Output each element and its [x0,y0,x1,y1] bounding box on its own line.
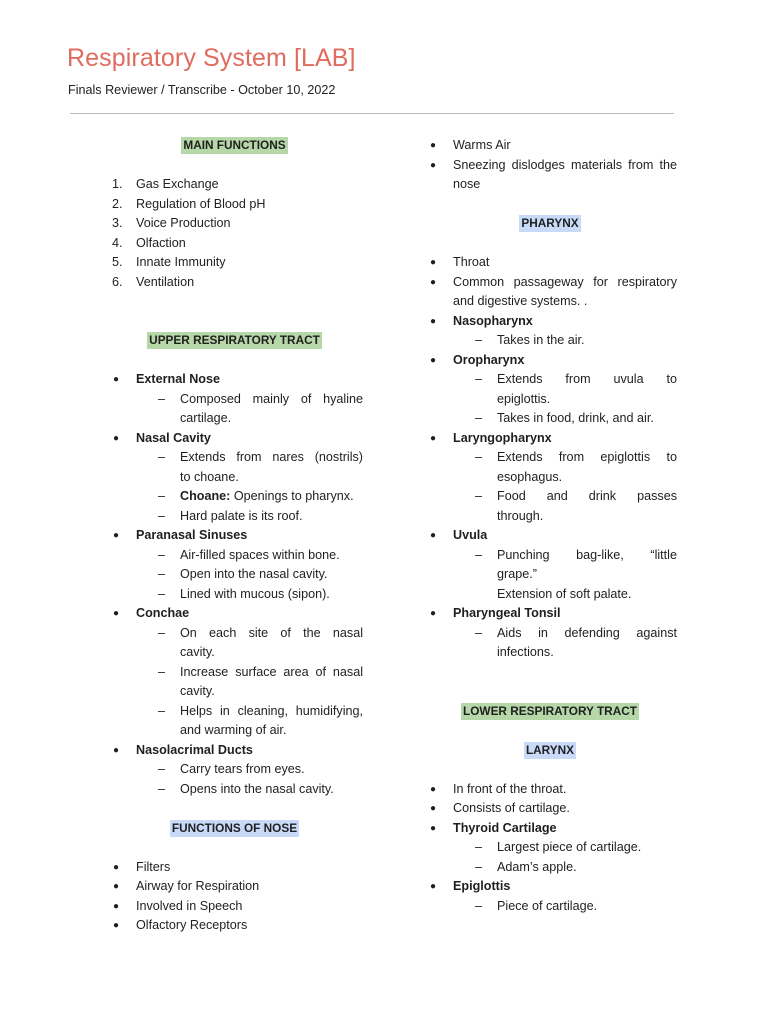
upper-tract-list [106,370,363,799]
list-item-paranasal-sinuses: ● Paranasal Sinuses [113,528,248,542]
sub-item-continued: and warming of air. [180,723,287,737]
list-item: 2. Regulation of Blood pH [112,196,266,211]
sub-item-continued: cavity. [180,645,215,659]
list-item: ● Throat [430,255,490,269]
list-item: 1. Gas Exchange [112,177,219,191]
list-item-continued: nose [453,177,481,191]
sub-item: – Helps in cleaning, humidifying, [158,703,363,718]
sub-item: – Choane: Openings to pharynx. [158,489,354,503]
larynx-list [423,780,677,917]
main-functions-heading: MAIN FUNCTIONS [183,138,286,152]
sub-item: – Extends from nares (nostrils) [158,450,363,464]
sub-item: – Takes in food, drink, and air. [475,411,654,425]
document-subtitle: Finals Reviewer / Transcribe - October 10, 2022 [68,83,336,97]
upper-tract-heading: UPPER RESPIRATORY TRACT [149,333,320,347]
left-column [106,136,363,936]
sub-item: – Opens into the nasal cavity. [158,781,334,796]
sub-item-continued: Extension of soft palate. [497,586,632,601]
list-item-oropharynx: ● Oropharynx [430,352,525,367]
list-item-laryngopharynx: ● Laryngopharynx [430,430,552,445]
sub-item: – Food and drink passes [475,489,677,503]
list-item: ● In front of the throat. [430,781,567,796]
list-item: ● Filters [113,859,171,874]
sub-item: – Lined with mucous (sipon). [158,586,330,601]
sub-item: – Takes in the air. [475,333,585,347]
sub-item: – Composed mainly of hyaline [158,391,363,406]
list-item-continued: and digestive systems. . [453,294,588,308]
list-item: 3. Voice Production [112,216,231,230]
main-functions-list [106,175,363,292]
sub-item-continued: through. [497,508,544,523]
sub-item-continued: grape.” [497,567,537,581]
list-item: ● Involved in Speech [113,898,243,913]
document-title: Respiratory System [LAB] [67,44,356,72]
main-functions-heading-row [106,136,363,156]
sub-item: – Aids in defending against [475,625,677,640]
pharynx-list [423,253,677,663]
nose-functions-list [106,858,363,936]
sub-item-continued: epiglottis. [497,391,551,406]
upper-tract-heading-row [106,331,363,351]
list-item: ● Warms Air [430,138,511,152]
pharynx-heading: PHARYNX [521,216,579,230]
list-item-thyroid-cartilage: ● Thyroid Cartilage [430,820,557,835]
sub-item: – Punching bag-like, “little [475,547,677,562]
title-divider [70,113,674,114]
list-item-uvula: ● Uvula [430,528,488,542]
nose-functions-heading-row [106,819,363,839]
nose-functions-continued-list [423,136,677,195]
sub-item: – Carry tears from eyes. [158,762,305,776]
list-item: 6. Ventilation [112,274,195,289]
lower-tract-heading: LOWER RESPIRATORY TRACT [463,703,637,718]
pharynx-heading-row [423,214,677,234]
sub-item-continued: cavity. [180,684,215,698]
list-item: ● Sneezing dislodges materials from the [430,157,677,172]
sub-item: – Piece of cartilage. [475,898,598,913]
sub-item: – Increase surface area of nasal [158,664,363,679]
list-item: ● Consists of cartilage. [430,801,570,815]
list-item: 4. Olfaction [112,235,186,250]
list-item-nasal-cavity: ● Nasal Cavity [113,430,211,445]
sub-item: – Extends from uvula to [475,372,677,386]
sub-item: – Open into the nasal cavity. [158,567,328,581]
list-item-nasolacrimal-ducts: ● Nasolacrimal Ducts [113,742,253,757]
list-item-epiglottis: ● Epiglottis [430,879,511,893]
lower-tract-heading-row [423,702,677,722]
sub-item: – On each site of the nasal [158,625,363,640]
sub-item: – Largest piece of cartilage. [475,840,642,854]
list-item-nasopharynx: ● Nasopharynx [430,313,533,328]
sub-item: – Adam’s apple. [475,859,577,874]
list-item: ● Olfactory Receptors [113,918,248,932]
list-item: 5. Innate Immunity [112,255,226,269]
list-item-pharyngeal-tonsil: ● Pharyngeal Tonsil [430,606,561,620]
list-item: ● Airway for Respiration [113,879,260,893]
sub-item-continued: esophagus. [497,469,563,484]
sub-item: – Air-filled spaces within bone. [158,547,340,562]
sub-item-continued: infections. [497,645,554,659]
sub-item: – Extends from epiglottis to [475,450,677,464]
list-item-conchae: ● Conchae [113,606,190,620]
larynx-heading-row [423,741,677,761]
list-item-external-nose: ● External Nose [113,372,220,386]
sub-item: – Hard palate is its roof. [158,508,303,523]
sub-item-continued: cartilage. [180,411,232,425]
sub-item-continued: to choane. [180,469,239,484]
nose-functions-heading: FUNCTIONS OF NOSE [171,820,298,835]
list-item: ● Common passageway for respiratory [430,274,677,289]
larynx-heading: LARYNX [525,742,575,757]
right-column [423,136,677,916]
